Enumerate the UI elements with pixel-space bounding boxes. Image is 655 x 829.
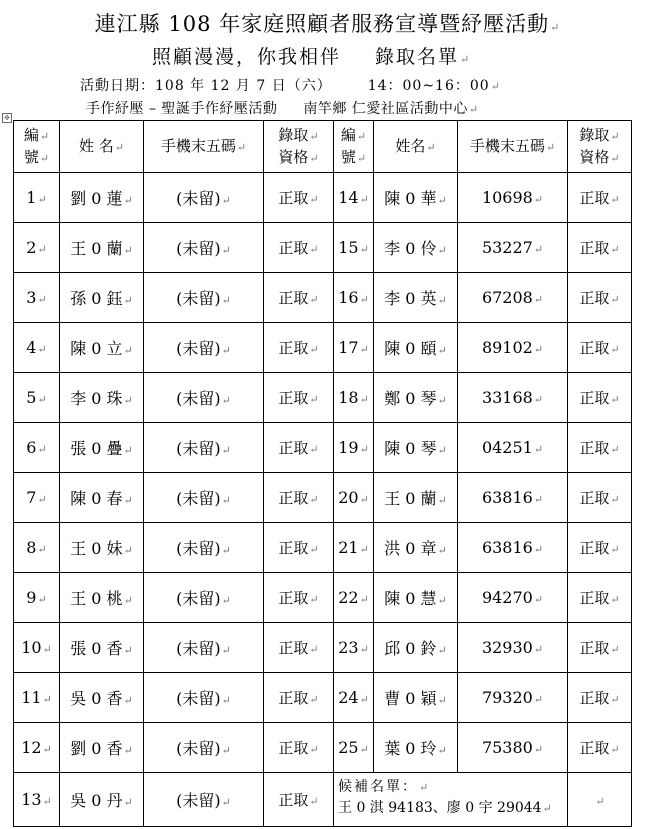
phone-digits: (未留)↵	[144, 323, 264, 373]
member-name-2: 邱 0 鈴↵	[374, 623, 458, 673]
enrollment-status-2: 正取↵	[568, 323, 632, 373]
phone-digits-2: 53227↵	[458, 223, 568, 273]
paragraph-mark: ↵	[309, 593, 319, 606]
row-number-2: 19↵	[334, 423, 374, 473]
paragraph-mark: ↵	[437, 744, 447, 757]
paragraph-mark: ↵	[437, 344, 447, 357]
paragraph-mark: ↵	[610, 443, 620, 456]
enrollment-status: 正取↵	[264, 473, 334, 523]
paragraph-mark: ↵	[123, 544, 133, 557]
paragraph-mark: ↵	[437, 394, 447, 407]
paragraph-mark: ↵	[221, 544, 231, 557]
paragraph-mark: ↵	[533, 493, 544, 506]
table-row	[14, 223, 632, 273]
paragraph-mark: ↵	[610, 343, 620, 356]
enrollment-status-2: 正取↵	[568, 473, 632, 523]
document-subtitle	[152, 42, 471, 69]
row-number-2: 15↵	[334, 223, 374, 273]
paragraph-mark: ↵	[533, 743, 544, 756]
paragraph-mark: ↵	[123, 344, 133, 357]
phone-digits: (未留)↵	[144, 623, 264, 673]
phone-digits: (未留)↵	[144, 773, 264, 827]
paragraph-mark: ↵	[309, 795, 319, 808]
paragraph-mark: ↵	[309, 243, 319, 256]
enrollment-status-2: 正取↵	[568, 573, 632, 623]
member-name-2: 陳 0 頤↵	[374, 323, 458, 373]
phone-digits-2: 63816↵	[458, 523, 568, 573]
row-number: 8↵	[14, 523, 60, 573]
enrollment-status-2: 正取↵	[568, 373, 632, 423]
enrollment-status: 正取↵	[264, 573, 334, 623]
paragraph-mark: ↵	[309, 693, 319, 706]
row-number-2: 23↵	[334, 623, 374, 673]
paragraph-mark: ↵	[550, 21, 561, 34]
phone-digits: (未留)↵	[144, 473, 264, 523]
row-number-2: 16↵	[334, 273, 374, 323]
paragraph-mark: ↵	[533, 243, 544, 256]
paragraph-mark: ↵	[309, 743, 319, 756]
paragraph-mark: ↵	[37, 343, 47, 356]
paragraph-mark: ↵	[359, 643, 369, 656]
enrollment-status: 正取↵	[264, 673, 334, 723]
paragraph-mark: ↵	[309, 493, 319, 506]
member-name: 劉 0 蓮↵	[60, 173, 144, 223]
paragraph-mark: ↵	[460, 53, 472, 66]
event-activity: 手作紓壓 – 聖誕手作紓壓活動	[86, 101, 278, 117]
member-name: 劉 0 香↵	[60, 723, 144, 773]
paragraph-mark: ↵	[221, 394, 231, 407]
phone-digits-2: 63816↵	[458, 473, 568, 523]
event-location: 南竿鄉 仁愛社區活動中心	[303, 101, 468, 117]
enrollment-status-2: 正取↵	[568, 423, 632, 473]
enrollment-status: 正取↵	[264, 773, 334, 827]
header-status-2: 錄取↵ 資格↵	[568, 121, 632, 173]
paragraph-mark: ↵	[359, 693, 369, 706]
paragraph-mark: ↵	[610, 543, 620, 556]
row-number-2: 14↵	[334, 173, 374, 223]
table-row	[14, 523, 632, 573]
member-name: 吳 0 香↵	[60, 673, 144, 723]
paragraph-mark: ↵	[610, 743, 620, 756]
phone-digits-2: 33168↵	[458, 373, 568, 423]
paragraph-mark: ↵	[309, 643, 319, 656]
header-name-2: 姓名↵	[374, 121, 458, 173]
header-number-2: 編↵ 號↵	[334, 121, 374, 173]
table-row	[14, 373, 632, 423]
phone-digits: (未留)↵	[144, 273, 264, 323]
paragraph-mark: ↵	[359, 293, 369, 306]
enrollment-status: 正取↵	[264, 423, 334, 473]
paragraph-mark: ↵	[221, 494, 231, 507]
paragraph-mark: ↵	[359, 443, 369, 456]
paragraph-mark: ↵	[37, 293, 47, 306]
row-number: 5↵	[14, 373, 60, 423]
paragraph-mark: ↵	[42, 693, 52, 706]
row-number: 6↵	[14, 423, 60, 473]
paragraph-mark: ↵	[533, 643, 544, 656]
row-number-2: 21↵	[334, 523, 374, 573]
phone-digits: (未留)↵	[144, 723, 264, 773]
paragraph-mark: ↵	[221, 194, 231, 207]
enrollment-status: 正取↵	[264, 373, 334, 423]
phone-digits: (未留)↵	[144, 573, 264, 623]
row-number-2: 17↵	[334, 323, 374, 373]
header-phone: 手機末五碼↵	[144, 121, 264, 173]
row-number: 3↵	[14, 273, 60, 323]
paragraph-mark: ↵	[37, 593, 47, 606]
paragraph-mark: ↵	[359, 593, 369, 606]
paragraph-mark: ↵	[610, 393, 620, 406]
paragraph-mark: ↵	[610, 643, 620, 656]
phone-digits-2: 10698↵	[458, 173, 568, 223]
row-number-2: 24↵	[334, 673, 374, 723]
row-number-2: 20↵	[334, 473, 374, 523]
enrollment-status: 正取↵	[264, 723, 334, 773]
paragraph-mark: ↵	[37, 393, 47, 406]
paragraph-mark: ↵	[309, 543, 319, 556]
table-row	[14, 423, 632, 473]
paragraph-mark: ↵	[42, 743, 52, 756]
paragraph-mark: ↵	[533, 543, 544, 556]
paragraph-mark: ↵	[533, 293, 544, 306]
paragraph-mark: ↵	[533, 693, 544, 706]
paragraph-mark: ↵	[123, 694, 133, 707]
member-name-2: 陳 0 琴↵	[374, 423, 458, 473]
paragraph-mark: ↵	[42, 795, 52, 808]
table-move-handle-icon[interactable]: ✥	[2, 113, 12, 123]
paragraph-mark: ↵	[533, 443, 544, 456]
paragraph-mark: ↵	[533, 593, 544, 606]
enrollment-status-2: 正取↵	[568, 723, 632, 773]
header-phone-2: 手機末五碼↵	[458, 121, 568, 173]
paragraph-mark: ↵	[309, 193, 319, 206]
phone-digits: (未留)↵	[144, 523, 264, 573]
member-name-2: 陳 0 慧↵	[374, 573, 458, 623]
paragraph-mark: ↵	[359, 543, 369, 556]
enrollment-status: 正取↵	[264, 323, 334, 373]
paragraph-mark: ↵	[610, 193, 620, 206]
paragraph-mark: ↵	[437, 294, 447, 307]
enrollment-status-2: 正取↵	[568, 223, 632, 273]
member-name-2: 葉 0 玲↵	[374, 723, 458, 773]
paragraph-mark: ↵	[221, 594, 231, 607]
paragraph-mark: ↵	[437, 194, 447, 207]
enrollment-status-2: 正取↵	[568, 623, 632, 673]
enrollment-status: 正取↵	[264, 623, 334, 673]
member-name: 孫 0 鈺↵	[60, 273, 144, 323]
member-name: 王 0 妹↵	[60, 523, 144, 573]
paragraph-mark: ↵	[123, 294, 133, 307]
header-status: 錄取↵ 資格↵	[264, 121, 334, 173]
paragraph-mark: ↵	[610, 493, 620, 506]
paragraph-mark: ↵	[37, 543, 47, 556]
header-number: 編↵ 號↵	[14, 121, 60, 173]
list-title: 錄取名單	[375, 46, 460, 68]
paragraph-mark: ↵	[437, 694, 447, 707]
paragraph-mark: ↵	[221, 444, 231, 457]
paragraph-mark: ↵	[359, 193, 369, 206]
paragraph-mark: ↵	[437, 544, 447, 557]
phone-digits-2: 79320↵	[458, 673, 568, 723]
paragraph-mark: ↵	[123, 796, 133, 809]
paragraph-mark: ↵	[42, 643, 52, 656]
table-header-row	[14, 121, 632, 173]
event-info-line	[86, 98, 479, 118]
phone-digits: (未留)↵	[144, 423, 264, 473]
paragraph-mark: ↵	[221, 694, 231, 707]
paragraph-mark: ↵	[37, 493, 47, 506]
paragraph-mark: ↵	[359, 743, 369, 756]
table-row	[14, 323, 632, 373]
enrollment-status-2: 正取↵	[568, 273, 632, 323]
phone-digits-2: 89102↵	[458, 323, 568, 373]
paragraph-mark: ↵	[359, 393, 369, 406]
paragraph-mark: ↵	[37, 243, 47, 256]
paragraph-mark: ↵	[595, 795, 605, 808]
table-row	[14, 473, 632, 523]
paragraph-mark: ↵	[309, 443, 319, 456]
waitlist-cell	[334, 773, 568, 827]
row-number: 10↵	[14, 623, 60, 673]
paragraph-mark: ↵	[437, 644, 447, 657]
row-number: 2↵	[14, 223, 60, 273]
paragraph-mark: ↵	[123, 194, 133, 207]
row-number: 4↵	[14, 323, 60, 373]
paragraph-mark: ↵	[533, 343, 544, 356]
paragraph-mark: ↵	[309, 293, 319, 306]
phone-digits-2: 75380↵	[458, 723, 568, 773]
member-name-2: 李 0 伶↵	[374, 223, 458, 273]
row-number: 7↵	[14, 473, 60, 523]
event-time: 14：00~16：00	[367, 78, 490, 94]
paragraph-mark: ↵	[221, 344, 231, 357]
enrollment-table	[13, 120, 632, 827]
member-name: 張 0 香↵	[60, 623, 144, 673]
phone-digits-2: 94270↵	[458, 573, 568, 623]
phone-digits: (未留)↵	[144, 223, 264, 273]
member-name: 吳 0 丹↵	[60, 773, 144, 827]
row-number: 11↵	[14, 673, 60, 723]
phone-digits-2: 32930↵	[458, 623, 568, 673]
table-row	[14, 673, 632, 723]
paragraph-mark: ↵	[359, 493, 369, 506]
paragraph-mark: ↵	[37, 193, 47, 206]
paragraph-mark: ↵	[123, 744, 133, 757]
row-number: 1↵	[14, 173, 60, 223]
member-name: 陳 0 立↵	[60, 323, 144, 373]
table-row	[14, 573, 632, 623]
paragraph-mark: ↵	[437, 444, 447, 457]
row-number: 12↵	[14, 723, 60, 773]
paragraph-mark: ↵	[610, 243, 620, 256]
slogan: 照顧漫漫，你我相伴	[152, 46, 342, 68]
member-name: 王 0 桃↵	[60, 573, 144, 623]
paragraph-mark: ↵	[123, 244, 133, 257]
paragraph-mark: ↵	[437, 594, 447, 607]
member-name: 張 0 疊↵	[60, 423, 144, 473]
member-name: 陳 0 春↵	[60, 473, 144, 523]
paragraph-mark: ↵	[468, 103, 479, 116]
document-title	[0, 8, 655, 38]
paragraph-mark: ↵	[309, 343, 319, 356]
phone-digits-2: 04251↵	[458, 423, 568, 473]
enrollment-status: 正取↵	[264, 273, 334, 323]
member-name-2: 洪 0 章↵	[374, 523, 458, 573]
enrollment-status-2: 正取↵	[568, 673, 632, 723]
paragraph-mark: ↵	[221, 294, 231, 307]
member-name: 王 0 蘭↵	[60, 223, 144, 273]
paragraph-mark: ↵	[359, 343, 369, 356]
paragraph-mark: ↵	[123, 594, 133, 607]
paragraph-mark: ↵	[221, 644, 231, 657]
paragraph-mark: ↵	[309, 393, 319, 406]
member-name-2: 鄭 0 琴↵	[374, 373, 458, 423]
member-name: 李 0 珠↵	[60, 373, 144, 423]
row-number-2: 25↵	[334, 723, 374, 773]
waitlist-names: 王 0 淇 94183、廖 0 宇 29044	[338, 800, 542, 816]
paragraph-mark: ↵	[542, 802, 552, 815]
table-row	[14, 273, 632, 323]
paragraph-mark: ↵	[359, 243, 369, 256]
member-name-2: 曹 0 穎↵	[374, 673, 458, 723]
paragraph-mark: ↵	[221, 244, 231, 257]
title-line-1: 連江縣 108 年家庭照顧者服務宣導暨紓壓活動	[94, 12, 550, 36]
member-name-2: 李 0 英↵	[374, 273, 458, 323]
phone-digits: (未留)↵	[144, 173, 264, 223]
paragraph-mark: ↵	[37, 443, 47, 456]
paragraph-mark: ↵	[123, 494, 133, 507]
paragraph-mark: ↵	[437, 494, 447, 507]
empty-status-cell	[568, 773, 632, 827]
phone-digits: (未留)↵	[144, 373, 264, 423]
header-name: 姓 名↵	[60, 121, 144, 173]
enrollment-status-2: 正取↵	[568, 173, 632, 223]
paragraph-mark: ↵	[610, 593, 620, 606]
paragraph-mark: ↵	[221, 796, 231, 809]
paragraph-mark: ↵	[437, 244, 447, 257]
phone-digits-2: 67208↵	[458, 273, 568, 323]
row-number-2: 18↵	[334, 373, 374, 423]
waitlist-label: 候補名單：	[338, 779, 418, 795]
paragraph-mark: ↵	[533, 393, 544, 406]
row-number: 13↵	[14, 773, 60, 827]
phone-digits: (未留)↵	[144, 673, 264, 723]
paragraph-mark: ↵	[490, 80, 501, 93]
paragraph-mark: ↵	[610, 693, 620, 706]
event-date-line	[80, 75, 501, 95]
paragraph-mark: ↵	[610, 293, 620, 306]
enrollment-status: 正取↵	[264, 223, 334, 273]
paragraph-mark: ↵	[221, 744, 231, 757]
enrollment-status: 正取↵	[264, 523, 334, 573]
enrollment-status: 正取↵	[264, 173, 334, 223]
row-number: 9↵	[14, 573, 60, 623]
event-date: 活動日期：108 年 12 月 7 日（六）	[80, 78, 332, 94]
paragraph-mark: ↵	[123, 394, 133, 407]
table-row	[14, 173, 632, 223]
paragraph-mark: ↵	[123, 644, 133, 657]
table-row	[14, 773, 632, 827]
row-number-2: 22↵	[334, 573, 374, 623]
member-name-2: 王 0 蘭↵	[374, 473, 458, 523]
paragraph-mark: ↵	[533, 193, 544, 206]
table-row	[14, 623, 632, 673]
table-row	[14, 723, 632, 773]
member-name-2: 陳 0 華↵	[374, 173, 458, 223]
paragraph-mark: ↵	[419, 781, 429, 794]
enrollment-status-2: 正取↵	[568, 523, 632, 573]
paragraph-mark: ↵	[123, 444, 133, 457]
